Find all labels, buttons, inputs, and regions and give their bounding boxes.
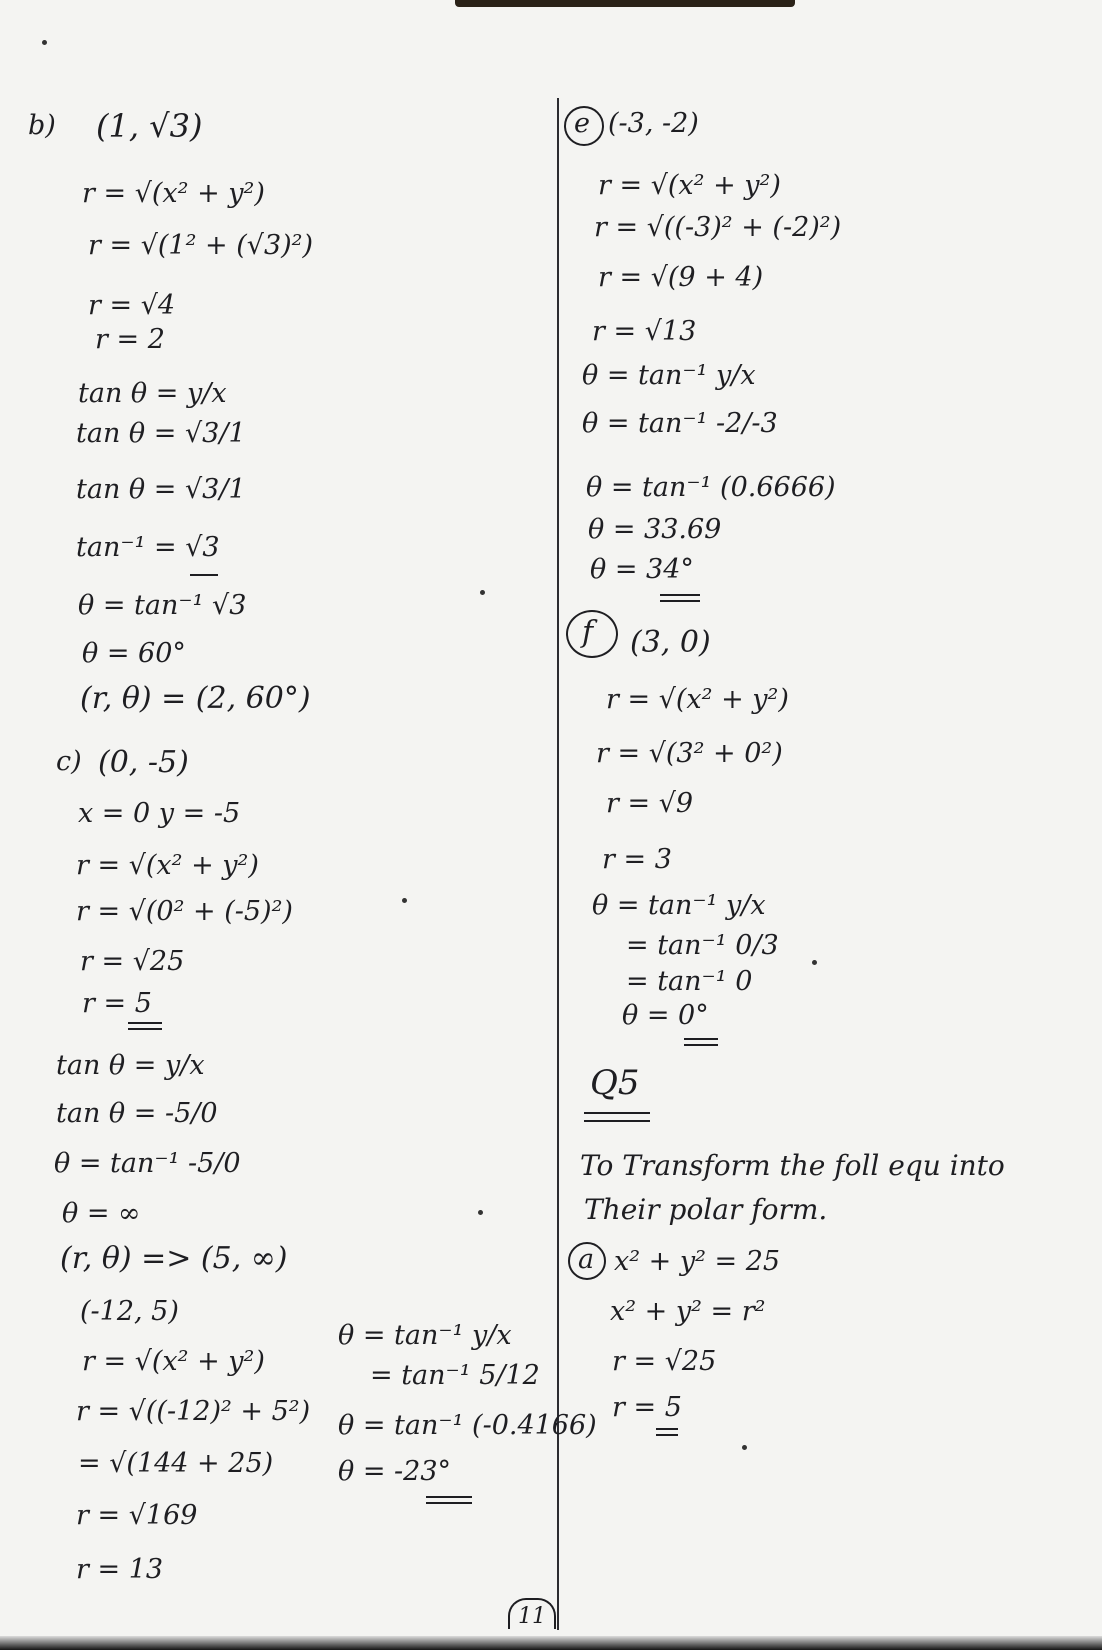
heading-underline [584, 1112, 650, 1114]
math-line: tan⁻¹ = √3 [76, 532, 220, 563]
stray-mark [812, 960, 817, 965]
part-e-label: e [574, 108, 590, 139]
math-line: (r, θ) => (5, ∞) [60, 1241, 288, 1276]
math-line: θ = tan⁻¹ y/x [582, 360, 756, 391]
math-line: r = √(3² + 0²) [596, 738, 783, 769]
math-line: θ = tan⁻¹ (0.6666) [586, 472, 836, 503]
math-line: θ = 34° [590, 554, 694, 585]
math-line: θ = ∞ [62, 1198, 141, 1229]
math-line: θ = tan⁻¹ y/x [338, 1320, 512, 1351]
math-line: r = √((-12)² + 5²) [76, 1396, 311, 1427]
double-underline [128, 1028, 162, 1030]
page-number: 11 [508, 1598, 556, 1629]
double-underline [684, 1044, 718, 1046]
math-line: r = √(x² + y²) [606, 684, 789, 715]
math-line: x = 0 y = -5 [78, 798, 241, 829]
double-underline [660, 600, 700, 602]
math-line: x² + y² = r² [610, 1296, 766, 1327]
math-line: r = √(x² + y²) [82, 1346, 265, 1377]
double-underline [656, 1434, 678, 1436]
part-f-point: (3, 0) [630, 625, 711, 660]
math-line: r = √(x² + y²) [76, 850, 259, 881]
math-line: r = √4 [88, 290, 176, 321]
math-line: r = 5 [82, 988, 152, 1019]
q5-heading: Q5 [590, 1063, 640, 1103]
math-line: r = √(1² + (√3)²) [88, 230, 314, 261]
stray-mark [402, 898, 407, 903]
double-underline [426, 1496, 472, 1498]
double-underline [426, 1502, 472, 1504]
math-line: r = 2 [95, 324, 165, 355]
math-line: θ = tan⁻¹ -5/0 [54, 1148, 241, 1179]
double-underline [660, 594, 700, 596]
math-line: = tan⁻¹ 0 [626, 966, 753, 997]
math-line: r = 5 [612, 1392, 682, 1423]
math-line: tan θ = y/x [78, 378, 227, 409]
math-line: θ = 60° [82, 638, 186, 669]
math-line: r = 3 [602, 844, 672, 875]
double-underline [190, 574, 218, 576]
math-line: tan θ = y/x [56, 1050, 205, 1081]
math-line: θ = tan⁻¹ y/x [592, 890, 766, 921]
math-line: r = √25 [612, 1346, 717, 1377]
stray-mark [480, 590, 485, 595]
part-d-point: (-12, 5) [80, 1296, 179, 1327]
math-line: = tan⁻¹ 0/3 [626, 930, 779, 961]
top-edge-shadow [455, 0, 795, 7]
math-line: r = √(0² + (-5)²) [76, 896, 293, 927]
math-line: r = √(x² + y²) [598, 170, 781, 201]
math-line: θ = 33.69 [588, 514, 722, 545]
math-line: θ = tan⁻¹ √3 [78, 590, 247, 621]
math-line: r = √9 [606, 788, 694, 819]
math-line: r = √13 [592, 316, 697, 347]
part-e-point: (-3, -2) [608, 108, 699, 139]
math-line: r = √169 [76, 1500, 198, 1531]
math-line: = √(144 + 25) [78, 1448, 274, 1479]
math-line: r = √(9 + 4) [598, 262, 764, 293]
stray-mark [42, 40, 47, 45]
math-line: (r, θ) = (2, 60°) [80, 681, 311, 716]
part-b-label: b) [28, 110, 56, 141]
math-line: tan θ = √3/1 [76, 474, 246, 505]
q5-instruction: To Transform the foll equ into [580, 1149, 1005, 1182]
part-c-label: c) [56, 746, 82, 777]
math-line: x² + y² = 25 [614, 1246, 781, 1277]
part-c-point: (0, -5) [98, 745, 189, 780]
math-line: θ = tan⁻¹ -2/-3 [582, 408, 778, 439]
math-line: r = √25 [80, 946, 185, 977]
double-underline [128, 1022, 162, 1024]
part-a-label: a [578, 1244, 595, 1275]
math-line: tan θ = √3/1 [76, 418, 246, 449]
math-line: r = 13 [76, 1554, 164, 1585]
part-b-point: (1, √3) [96, 107, 203, 145]
stray-mark [742, 1445, 747, 1450]
column-divider [557, 98, 559, 1630]
math-line: r = √((-3)² + (-2)²) [594, 212, 842, 243]
math-line: θ = -23° [338, 1456, 452, 1487]
part-f-label: f [582, 615, 594, 650]
q5-instruction: Their polar form. [584, 1193, 828, 1226]
math-line: = tan⁻¹ 5/12 [370, 1360, 540, 1391]
bottom-edge-shadow [0, 1636, 1102, 1650]
double-underline [656, 1428, 678, 1430]
math-line: θ = tan⁻¹ (-0.4166) [338, 1410, 597, 1441]
math-line: tan θ = -5/0 [56, 1098, 218, 1129]
stray-mark [478, 1210, 483, 1215]
double-underline [684, 1038, 718, 1040]
math-line: θ = 0° [622, 1000, 709, 1031]
heading-underline [584, 1120, 650, 1122]
math-line: r = √(x² + y²) [82, 178, 265, 209]
